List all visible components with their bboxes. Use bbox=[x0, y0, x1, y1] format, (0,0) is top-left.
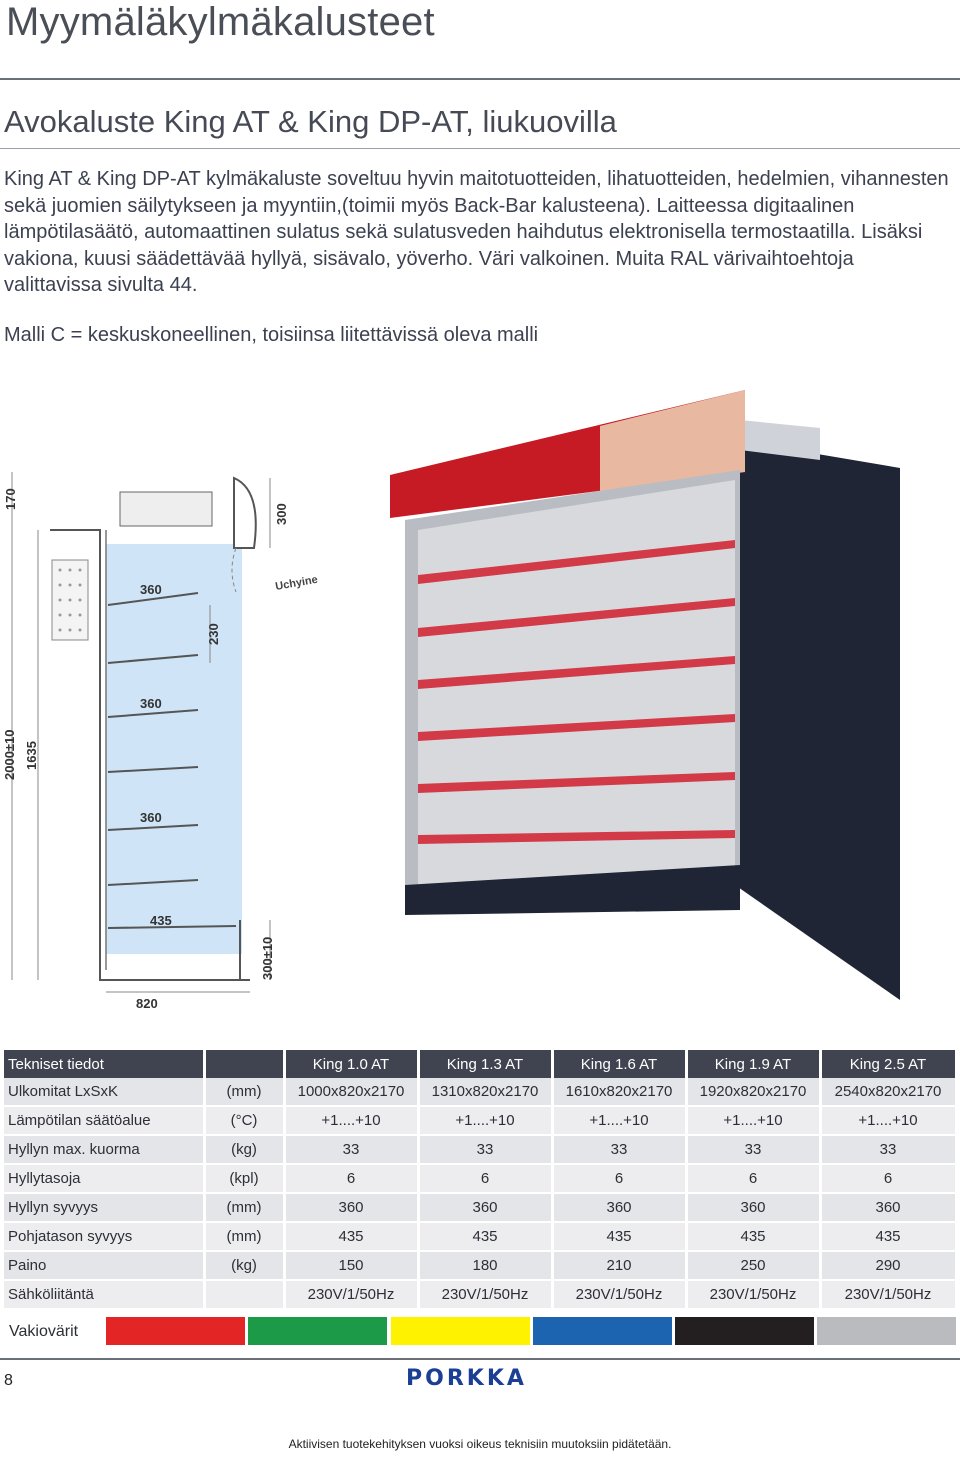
specs-table bbox=[4, 1050, 958, 1310]
row-label: Paino bbox=[4, 1251, 204, 1280]
row-unit bbox=[204, 1280, 284, 1309]
cell: 33 bbox=[284, 1135, 418, 1164]
model-header: King 1.0 AT bbox=[284, 1050, 418, 1078]
standard-colors bbox=[4, 1317, 956, 1347]
label-uchyine: Uchyine bbox=[274, 573, 319, 593]
row-unit: (°C) bbox=[204, 1106, 284, 1135]
model-header: King 1.9 AT bbox=[686, 1050, 820, 1078]
table-row bbox=[4, 1280, 956, 1309]
row-unit: (mm) bbox=[204, 1078, 284, 1106]
specs-header-label: Tekniset tiedot bbox=[4, 1050, 204, 1078]
brand-logo: PORKKA bbox=[406, 1366, 527, 1391]
specs-header-row bbox=[4, 1050, 956, 1078]
cell: 1000x820x2170 bbox=[284, 1078, 418, 1106]
cell: +1....+10 bbox=[284, 1106, 418, 1135]
cell: +1....+10 bbox=[418, 1106, 552, 1135]
footer-rule bbox=[0, 1358, 960, 1360]
dim-300-10: 300±10 bbox=[260, 936, 275, 980]
dim-230: 230 bbox=[206, 623, 221, 645]
dim-2000: 2000±10 bbox=[2, 729, 17, 780]
row-unit: (mm) bbox=[204, 1222, 284, 1251]
cold-zone bbox=[106, 544, 242, 954]
dim-300: 300 bbox=[274, 503, 289, 525]
row-label: Hyllyn syvyys bbox=[4, 1193, 204, 1222]
cell: 435 bbox=[820, 1222, 956, 1251]
compressor-unit bbox=[120, 492, 212, 526]
technical-drawing bbox=[2, 472, 319, 1011]
cell: 230V/1/50Hz bbox=[418, 1280, 552, 1309]
dim-820: 820 bbox=[136, 996, 158, 1011]
cell: 230V/1/50Hz bbox=[686, 1280, 820, 1309]
cell: +1....+10 bbox=[686, 1106, 820, 1135]
cell: 33 bbox=[820, 1135, 956, 1164]
product-photo bbox=[390, 390, 900, 1000]
row-unit: (mm) bbox=[204, 1193, 284, 1222]
cell: 150 bbox=[284, 1251, 418, 1280]
table-row bbox=[4, 1193, 956, 1222]
dim-360-low: 360 bbox=[140, 810, 162, 825]
row-unit: (kpl) bbox=[204, 1164, 284, 1193]
cell: 360 bbox=[686, 1193, 820, 1222]
standard-colors-label: Vakiovärit bbox=[9, 1323, 79, 1340]
color-swatch-green bbox=[248, 1317, 387, 1345]
cell: 360 bbox=[820, 1193, 956, 1222]
cell: 1920x820x2170 bbox=[686, 1078, 820, 1106]
cell: 290 bbox=[820, 1251, 956, 1280]
dim-1635: 1635 bbox=[24, 741, 39, 770]
cell: 230V/1/50Hz bbox=[284, 1280, 418, 1309]
table-row bbox=[4, 1106, 956, 1135]
cell: 33 bbox=[552, 1135, 686, 1164]
model-c-note: Malli C = keskuskoneellinen, toisiinsa liitettävissä oleva malli bbox=[4, 324, 539, 346]
cell: +1....+10 bbox=[552, 1106, 686, 1135]
cell: 33 bbox=[686, 1135, 820, 1164]
color-swatch-black bbox=[675, 1317, 814, 1345]
model-header: King 1.3 AT bbox=[418, 1050, 552, 1078]
model-header: King 2.5 AT bbox=[820, 1050, 956, 1078]
cell: 435 bbox=[686, 1222, 820, 1251]
row-unit: (kg) bbox=[204, 1135, 284, 1164]
cell: 435 bbox=[284, 1222, 418, 1251]
color-swatch-blue bbox=[533, 1317, 672, 1345]
footer-disclaimer: Aktiivisen tuotekehityksen vuoksi oikeus teknisiin muutoksiin pidätetään. bbox=[288, 1437, 672, 1451]
figure-area bbox=[0, 380, 960, 1030]
cell: 210 bbox=[552, 1251, 686, 1280]
cell: 1310x820x2170 bbox=[418, 1078, 552, 1106]
dim-170: 170 bbox=[3, 488, 18, 510]
cell: 250 bbox=[686, 1251, 820, 1280]
product-description: King AT & King DP-AT kylmäkaluste soveltuu hyvin maitotuotteiden, lihatuotteiden, hedelmien, vihannesten sekä juomien säilytykseen ja myyntiin,(toimii myös Back-Bar kalusteena). Laitteessa digitaalinen lämpötilasäätö, automaattinen sulatus sekä sulatusveden haihdutus elektronisella termostaatilla. Lisäksi vakiona, kuusi säädettävää hyllyä, sisävalo, yöverho. Väri valkoinen. Muita RAL värivaihtoehtoja valittavissa sivulta 44. bbox=[4, 168, 949, 296]
color-swatch-red bbox=[106, 1317, 245, 1345]
row-label: Lämpötilan säätöalue bbox=[4, 1106, 204, 1135]
cell: 230V/1/50Hz bbox=[820, 1280, 956, 1309]
cell: +1....+10 bbox=[820, 1106, 956, 1135]
row-label: Ulkomitat LxSxK bbox=[4, 1078, 204, 1106]
cell: 6 bbox=[552, 1164, 686, 1193]
dim-360-top: 360 bbox=[140, 582, 162, 597]
cell: 360 bbox=[418, 1193, 552, 1222]
row-label: Hyllyn max. kuorma bbox=[4, 1135, 204, 1164]
table-row bbox=[4, 1164, 956, 1193]
cell: 435 bbox=[552, 1222, 686, 1251]
cell: 6 bbox=[686, 1164, 820, 1193]
dim-435: 435 bbox=[150, 913, 172, 928]
row-unit: (kg) bbox=[204, 1251, 284, 1280]
cell: 435 bbox=[418, 1222, 552, 1251]
cell: 360 bbox=[552, 1193, 686, 1222]
specs-header-unit bbox=[204, 1050, 284, 1078]
color-swatch-yellow bbox=[391, 1317, 530, 1345]
cell: 6 bbox=[284, 1164, 418, 1193]
section-rule bbox=[0, 148, 960, 149]
row-label: Pohjatason syvyys bbox=[4, 1222, 204, 1251]
page-title: Myymäläkylmäkalusteet bbox=[6, 0, 435, 44]
table-row bbox=[4, 1135, 956, 1164]
table-row bbox=[4, 1078, 956, 1106]
model-header: King 1.6 AT bbox=[552, 1050, 686, 1078]
table-row bbox=[4, 1251, 956, 1280]
product-figures bbox=[0, 380, 960, 1030]
header-rule bbox=[0, 78, 960, 80]
cell: 33 bbox=[418, 1135, 552, 1164]
table-row bbox=[4, 1222, 956, 1251]
cell: 6 bbox=[418, 1164, 552, 1193]
cell: 2540x820x2170 bbox=[820, 1078, 956, 1106]
cell: 1610x820x2170 bbox=[552, 1078, 686, 1106]
row-label: Sähköliitäntä bbox=[4, 1280, 204, 1309]
page-number: 8 bbox=[4, 1372, 13, 1389]
dim-360-mid: 360 bbox=[140, 696, 162, 711]
cell: 6 bbox=[820, 1164, 956, 1193]
cell: 360 bbox=[284, 1193, 418, 1222]
section-title: Avokaluste King AT & King DP-AT, liukuovilla bbox=[4, 104, 617, 139]
color-swatch-grey bbox=[817, 1317, 956, 1345]
row-label: Hyllytasoja bbox=[4, 1164, 204, 1193]
cell: 180 bbox=[418, 1251, 552, 1280]
cell: 230V/1/50Hz bbox=[552, 1280, 686, 1309]
